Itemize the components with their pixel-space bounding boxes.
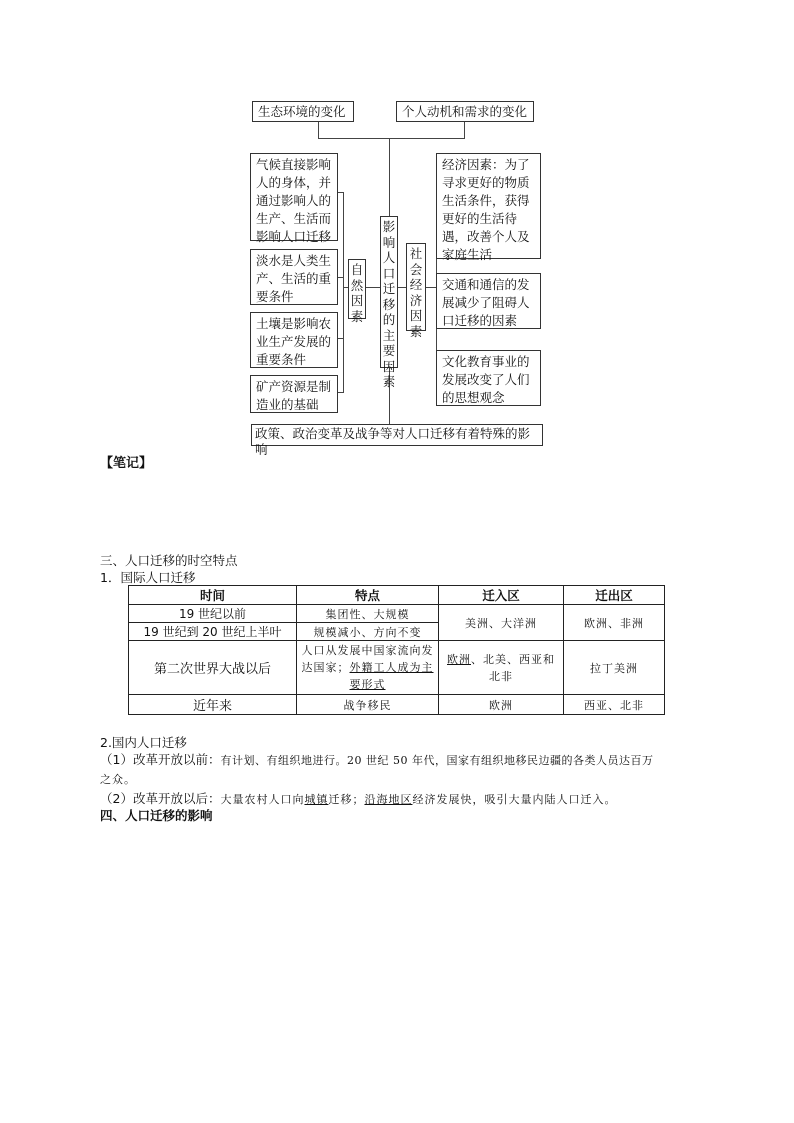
main-factors-text: 影响人口迁移的主要因素 — [382, 219, 396, 389]
cell-r1-time: 19 世纪以前 — [129, 605, 297, 623]
connector-top-right-vertical — [464, 121, 465, 139]
section3-sub2: 2.国内人口迁移 — [100, 735, 187, 750]
p2-body-a: 大量农村人口向 — [220, 793, 305, 806]
table-row — [129, 695, 665, 715]
p2-body-c: 经济发展快，吸引大量内陆人口迁入。 — [412, 793, 617, 806]
header-time: 时间 — [129, 586, 297, 605]
r3-in-a: 欧洲 — [447, 652, 471, 666]
international-migration-table — [128, 585, 665, 715]
p2-towns: 城镇 — [304, 793, 329, 806]
p1-body: 有计划、有组织地进行。20 世纪 50 年代，国家有组织地移民边疆的各类人员达百万 — [220, 754, 654, 767]
cell-r12-out: 欧洲、非洲 — [564, 605, 665, 641]
p2-label: （2）改革开放以后： — [100, 791, 221, 806]
header-feature: 特点 — [297, 586, 439, 605]
connector-top-horizontal — [318, 138, 464, 139]
p2-coastal: 沿海地区 — [364, 793, 413, 806]
box-natural-soil: 土壤是影响农业生产发展的重要条件 — [250, 312, 338, 368]
cell-r4-out: 西亚、北非 — [564, 695, 665, 715]
r3-in-b: 、北美、西亚和北非 — [471, 652, 555, 683]
cell-r2-time: 19 世纪到 20 世纪上半叶 — [129, 623, 297, 641]
p1-label: （1）改革开放以前： — [100, 752, 221, 767]
connector-n4 — [337, 392, 344, 393]
cell-r4-in: 欧洲 — [439, 695, 564, 715]
cell-r2-feature: 规模减小、方向不变 — [297, 623, 439, 641]
connector-top-left-vertical — [318, 121, 319, 139]
connector-natural-to-center — [366, 287, 380, 288]
box-natural-climate: 气候直接影响人的身体，并通过影响人的生产、生活而影响人口迁移 — [250, 153, 338, 241]
cell-r12-in: 美洲、大洋洲 — [439, 605, 564, 641]
box-policy-war: 政策、政治变革及战争等对人口迁移有着特殊的影响 — [251, 424, 543, 446]
header-in: 迁入区 — [439, 586, 564, 605]
notes-label: 【笔记】 — [100, 456, 153, 471]
connector-n2 — [337, 277, 344, 278]
box-eco-environment: 生态环境的变化 — [252, 101, 354, 122]
r3-feature-c: 成为主要形式 — [349, 661, 434, 691]
natural-factors-text: 自然因素 — [350, 262, 364, 324]
p2-body-b: 迁移； — [328, 793, 365, 806]
box-social-factors — [406, 243, 426, 339]
p1-tail: 之众。 — [100, 773, 136, 786]
cell-r4-time: 近年来 — [129, 695, 297, 715]
box-natural-water: 淡水是人类生产、生活的重要条件 — [250, 249, 338, 305]
domestic-para-2 — [100, 789, 740, 807]
connector-n1 — [337, 192, 344, 193]
cell-r4-feature: 战争移民 — [297, 695, 439, 715]
box-natural-minerals: 矿产资源是制造业的基础 — [250, 375, 338, 413]
table-header-row — [129, 586, 665, 605]
domestic-para-1 — [100, 751, 730, 789]
section3-title: 三、人口迁移的时空特点 — [100, 553, 238, 568]
social-factors-text: 社会经济因素 — [409, 246, 423, 339]
box-personal-motivation: 个人动机和需求的变化 — [396, 101, 534, 122]
r3-feature-a: 人口从发展中国家流向发达国家； — [301, 644, 434, 674]
cell-r1-feature: 集团性、大规模 — [297, 605, 439, 623]
box-social-economy: 经济因素：为了寻求更好的物质生活条件，获得更好的生活待遇，改善个人及家庭生活 — [436, 153, 541, 259]
section4-title: 四、人口迁移的影响 — [100, 808, 213, 823]
connector-social-to-center — [398, 287, 406, 288]
box-natural-factors — [348, 259, 366, 324]
table-row — [129, 641, 665, 695]
cell-r3-out: 拉丁美洲 — [564, 641, 665, 695]
cell-r3-in — [439, 641, 564, 695]
table-row — [129, 605, 665, 623]
connector-n3 — [337, 338, 344, 339]
connector-natural-bracket — [343, 192, 344, 392]
section3-sub1: 1．国际人口迁移 — [100, 570, 196, 585]
cell-r3-feature — [297, 641, 439, 695]
box-social-transport: 交通和通信的发展减少了阻碍人口迁移的因素 — [436, 273, 541, 329]
cell-r3-time: 第二次世界大战以后 — [129, 641, 297, 695]
r3-feature-b: 外籍工人 — [349, 661, 398, 674]
box-social-education: 文化教育事业的发展改变了人们的思想观念 — [436, 350, 541, 406]
header-out: 迁出区 — [564, 586, 665, 605]
box-main-factors — [380, 216, 398, 389]
